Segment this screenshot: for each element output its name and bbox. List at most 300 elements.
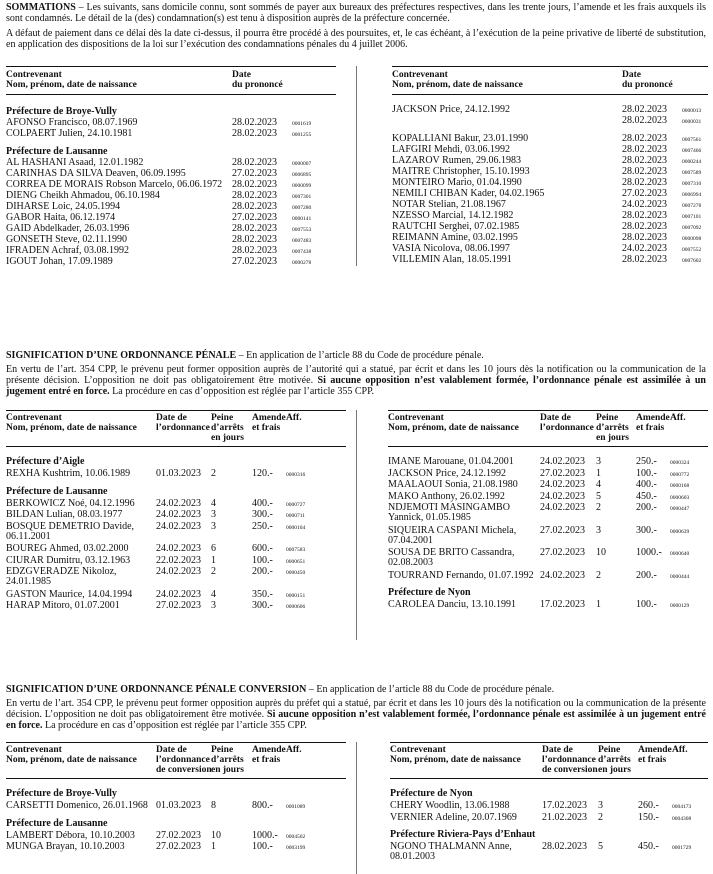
table-head-rule (6, 446, 346, 447)
col-contrevenant: Contrevenant (392, 70, 448, 80)
column-divider (356, 66, 357, 266)
affaire-number: 0001089 (286, 804, 306, 810)
contrevenant-name: MAKO Anthony, 26.02.1992 (388, 490, 505, 502)
date-ordonnance: 24.02.2023 (156, 497, 201, 509)
prefecture-heading: Préfecture Riviera-Pays d’Enhaut (390, 829, 536, 840)
affaire-number: 0000007 (292, 161, 312, 167)
peine-jours: 6 (211, 543, 216, 554)
table-row (388, 468, 708, 479)
table-row (392, 155, 708, 166)
amende-frais: 1000.- (252, 829, 278, 841)
peine-jours: 10 (211, 829, 221, 841)
ordonnance-text (6, 364, 706, 397)
date-ordonnance: 24.02.2023 (156, 543, 201, 554)
affaire-number: 0000168 (670, 483, 690, 489)
table-top-rule (388, 410, 708, 411)
amende-frais: 100.- (636, 467, 657, 479)
col-peine-jours: en jours (211, 765, 244, 775)
prefecture-heading: Préfecture de Lausanne (6, 817, 108, 829)
table-row (6, 256, 336, 267)
contrevenant-name: BILDAN Lulian, 08.03.1977 (6, 509, 123, 520)
sommations-intro (6, 2, 706, 24)
conversion-title-rest: – En application de l’article 88 du Code de procédure pénale. (306, 684, 555, 695)
col-nom: Nom, prénom, date de naissance (390, 755, 521, 765)
contrevenant-name: AFONSO Francisco, 08.07.1969 (6, 117, 138, 128)
date-prononce: 28.02.2023 (622, 104, 667, 115)
affaire-number: 0004502 (286, 833, 306, 840)
table-row (390, 800, 708, 811)
contrevenant-name: JACKSON Price, 24.12.1992 (392, 104, 511, 115)
amende-frais: 200.- (252, 566, 273, 577)
table-head-rule (392, 94, 708, 95)
contrevenant-name-cont: 08.01.2003 (390, 851, 435, 862)
col-date-ordonnance: l’ordonnance (542, 755, 596, 765)
amende-frais: 250.- (636, 456, 657, 467)
col-contrevenant: Contrevenant (6, 745, 62, 755)
affaire-number: 0000606 (286, 604, 306, 610)
contrevenant-name: VASIA Nicolova, 08.06.1997 (392, 243, 510, 254)
peine-jours: 8 (211, 800, 216, 811)
date-ordonnance: 24.02.2023 (156, 588, 201, 600)
affaire-number: 0000727 (286, 501, 306, 508)
peine-jours: 1 (211, 554, 216, 566)
contrevenant-name: TOURRAND Fernando, 01.07.1992 (388, 569, 534, 581)
peine-jours: 4 (211, 497, 216, 509)
contrevenant-name: CARSETTI Domenico, 26.01.1968 (6, 800, 148, 811)
date-ordonnance: 24.02.2023 (540, 569, 585, 581)
col-date: Date de (156, 745, 187, 755)
date-ordonnance: 24.02.2023 (540, 479, 585, 490)
peine-jours: 1 (596, 599, 601, 610)
col-peine: Peine (598, 745, 621, 755)
table-top-rule (6, 66, 336, 67)
table-row (392, 177, 708, 188)
contrevenant-name: GASTON Maurice, 14.04.1994 (6, 588, 133, 600)
amende-frais: 400.- (252, 497, 273, 509)
table-row (392, 166, 708, 177)
table-row (388, 570, 708, 581)
amende-frais: 300.- (636, 524, 657, 536)
table-top-rule (6, 410, 346, 411)
contrevenant-name-cont: 07.04.2001 (388, 534, 433, 546)
contrevenant-name: REXHA Kushtrim, 10.06.1989 (6, 468, 131, 479)
col-date: Date (622, 70, 641, 80)
affaire-number: 0000324 (670, 460, 690, 466)
col-amende-frais: et frais (638, 755, 667, 765)
affaire-number: 0007466 (682, 148, 702, 154)
col-peine-arrets: d’arrêts (211, 755, 244, 765)
contrevenant-name: CARINHAS DA SILVA Deaven, 06.09.1995 (6, 168, 186, 179)
affaire-number: 0006895 (292, 172, 312, 178)
affaire-number: 0007483 (292, 238, 312, 244)
amende-frais: 120.- (252, 468, 273, 479)
amende-frais: 150.- (638, 811, 659, 823)
affaire-number: 0004173 (672, 804, 692, 810)
date-prononce: 27.02.2023 (622, 188, 667, 199)
table-row (6, 117, 336, 128)
prefecture-heading: Préfecture de Nyon (390, 788, 473, 799)
affaire-number: 0000244 (682, 159, 702, 165)
col-aff: Aff. (286, 413, 302, 423)
conversion-text-end: La procédure en cas d’opposition est réglée par l’article 355 CPP. (42, 720, 307, 731)
peine-jours: 4 (211, 588, 216, 600)
amende-frais: 450.- (638, 841, 659, 852)
ordonnance-title: SIGNIFICATION D’UNE ORDONNANCE PÉNALE (6, 350, 237, 361)
date-prononce: 28.02.2023 (232, 117, 277, 128)
table-row (6, 830, 346, 841)
peine-jours: 3 (211, 520, 216, 532)
table-row (392, 232, 708, 243)
table-row (388, 547, 708, 569)
table-row (6, 468, 346, 479)
amende-frais: 800.- (252, 800, 273, 811)
table-top-rule (390, 742, 708, 743)
col-contrevenant: Contrevenant (390, 745, 446, 755)
date-prononce: 28.02.2023 (232, 190, 277, 201)
contrevenant-name: EDZGVERADZE Nikoloz, (6, 566, 117, 577)
table-head-rule (390, 778, 708, 779)
col-date-ordonnance: l’ordonnance (156, 755, 210, 765)
peine-jours: 5 (596, 490, 601, 502)
col-date: Date de (542, 745, 573, 755)
table-row (6, 555, 346, 566)
contrevenant-name: SIQUEIRA CASPANI Michela, (388, 524, 517, 536)
contrevenant-name: CAROLEA Danciu, 13.10.1991 (388, 599, 517, 610)
table-row (392, 115, 708, 126)
date-ordonnance: 27.02.2023 (156, 600, 201, 611)
peine-jours: 3 (211, 509, 216, 520)
affaire-number: 0007092 (682, 225, 702, 231)
table-row (6, 600, 346, 611)
amende-frais: 1000.- (636, 547, 662, 558)
peine-jours: 2 (211, 566, 216, 577)
contrevenant-name: MUNGA Brayan, 10.10.2003 (6, 841, 125, 852)
affaire-number: 0007589 (682, 170, 702, 176)
ordonnance-text-bold: Si aucune opposition n’est valablement formée, l’ordonnance pénale est assimilée à un jugement entré en force. (6, 375, 706, 397)
contrevenant-name-cont: 06.11.2001 (6, 530, 51, 542)
col-peine: Peine (211, 745, 234, 755)
sommations-title: SOMMATIONS (6, 2, 76, 13)
affaire-number: 0000639 (670, 528, 690, 535)
affaire-number: 0000640 (670, 551, 690, 557)
table-row (392, 133, 708, 144)
col-peine-arrets: d’arrêts (211, 423, 244, 433)
table-top-rule (392, 66, 708, 67)
contrevenant-name: DIHARSE Loic, 24.05.1994 (6, 201, 121, 212)
date-ordonnance: 24.02.2023 (540, 490, 585, 502)
col-amende-frais: et frais (252, 423, 281, 433)
contrevenant-name: GABOR Haita, 06.12.1974 (6, 212, 116, 223)
sommations-text: – Les suivants, sans domicile connu, sont sommés de payer aux bureaux des préfectures respectives, dans les trente jours, l’amende et les frais auxquels ils sont condamnés. Le détail de la (des) condamnation(s) est tenu à disposition auprès de la préfecture concernée. (6, 2, 706, 24)
col-peine-arrets: d’arrêts (596, 423, 629, 433)
peine-jours: 10 (596, 547, 606, 558)
contrevenant-name: JACKSON Price, 24.12.1992 (388, 467, 507, 479)
date-ordonnance: 22.02.2023 (156, 554, 201, 566)
contrevenant-name: NOTAR Stelian, 21.08.1967 (392, 199, 506, 210)
prefecture-heading: Préfecture de Nyon (388, 587, 471, 598)
date-prononce: 28.02.2023 (232, 223, 277, 234)
affaire-number: 0000447 (670, 506, 690, 512)
date-prononce: 28.02.2023 (232, 201, 277, 212)
date-ordonnance: 01.03.2023 (156, 800, 201, 811)
table-row (6, 128, 336, 139)
ordonnance-text-plain: En vertu de l’art. 354 CPP, le prévenu peut former opposition auprès de l’autorité qui a statué, par écrit et dans les 10 jours dès la notification ou la communication de la présente décision. L’opposition ne doit pas obligatoirement être motivée. (6, 364, 706, 386)
table-row (6, 190, 336, 201)
amende-frais: 600.- (252, 543, 273, 554)
table-row (392, 144, 708, 155)
contrevenant-name: NZESSO Marcial, 14.12.1982 (392, 210, 514, 221)
table-row (6, 521, 346, 543)
col-aff: Aff. (670, 413, 686, 423)
contrevenant-name: HARAP Mitoro, 01.07.2001 (6, 600, 120, 611)
affaire-number: 0007561 (682, 137, 702, 143)
col-date-conversion: de conversion (156, 765, 212, 775)
prefecture-heading: Préfecture d’Aigle (6, 456, 85, 467)
col-nom: Nom, prénom, date de naissance (6, 755, 137, 765)
table-row (392, 254, 708, 265)
peine-jours: 1 (211, 841, 216, 852)
amende-frais: 400.- (636, 479, 657, 490)
contrevenant-name: BOSQUE DEMETRIO Davide, (6, 520, 135, 532)
contrevenant-name: NEMILI CHIBAN Kader, 04.02.1965 (392, 188, 545, 199)
col-amende: Amende (252, 745, 286, 755)
col-prononce: du prononcé (232, 80, 283, 90)
date-ordonnance: 01.03.2023 (156, 468, 201, 479)
peine-jours: 2 (596, 502, 601, 513)
affaire-number: 0007438 (292, 249, 312, 255)
contrevenant-name: BOUREG Ahmed, 03.02.2000 (6, 543, 129, 554)
date-prononce: 28.02.2023 (622, 166, 667, 177)
col-date-ordonnance: l’ordonnance (540, 423, 594, 433)
table-row (6, 509, 346, 520)
peine-jours: 3 (596, 524, 601, 536)
peine-jours: 3 (211, 600, 216, 611)
table-row (392, 104, 708, 115)
table-row (390, 841, 708, 863)
contrevenant-name: NGONO THALMANN Anne, (390, 841, 512, 852)
affaire-number: 0007280 (292, 205, 312, 211)
affaire-number: 0007310 (682, 181, 702, 187)
date-prononce: 28.02.2023 (622, 133, 667, 144)
amende-frais: 300.- (252, 509, 273, 520)
date-prononce: 28.02.2023 (232, 179, 277, 190)
date-prononce: 28.02.2023 (622, 115, 667, 126)
amende-frais: 250.- (252, 520, 273, 532)
ordonnance-title-rest: – En application de l’article 88 du Code de procédure pénale. (236, 350, 484, 361)
date-prononce: 27.02.2023 (232, 256, 277, 267)
contrevenant-name: AL HASHANI Asaad, 12.01.1982 (6, 157, 144, 168)
contrevenant-name-cont: 24.01.1985 (6, 576, 51, 587)
date-prononce: 28.02.2023 (622, 221, 667, 232)
col-date: Date de (540, 413, 571, 423)
column-divider (356, 742, 357, 874)
peine-jours: 3 (596, 456, 601, 467)
contrevenant-name: COLPAERT Julien, 24.10.1981 (6, 128, 133, 139)
table-head-rule (6, 94, 336, 95)
contrevenant-name: LAMBERT Débora, 10.10.2003 (6, 829, 135, 841)
col-date: Date (232, 70, 251, 80)
table-row (388, 599, 708, 610)
table-row (388, 479, 708, 490)
date-prononce: 28.02.2023 (232, 234, 277, 245)
affaire-number: 0000651 (286, 558, 306, 565)
table-row (6, 223, 336, 234)
col-aff: Aff. (672, 745, 688, 755)
table-row (6, 245, 336, 256)
affaire-number: 0000129 (670, 603, 690, 609)
affaire-number: 0007583 (286, 547, 306, 553)
contrevenant-name: MAALAOUI Sonia, 21.08.1980 (388, 479, 518, 490)
col-aff: Aff. (286, 745, 302, 755)
table-row (6, 543, 346, 554)
date-prononce: 24.02.2023 (622, 199, 667, 210)
col-peine-arrets: d’arrêts (598, 755, 631, 765)
table-head-rule (6, 778, 346, 779)
table-row (392, 210, 708, 221)
col-peine-jours: en jours (211, 433, 244, 443)
table-row (392, 221, 708, 232)
col-date-ordonnance: l’ordonnance (156, 423, 210, 433)
amende-frais: 200.- (636, 569, 657, 581)
peine-jours: 2 (596, 569, 601, 581)
contrevenant-name: IGOUT Johan, 17.09.1989 (6, 256, 113, 267)
contrevenant-name: MAITRE Christopher, 15.10.1993 (392, 166, 530, 177)
date-prononce: 27.02.2023 (232, 168, 277, 179)
affaire-number: 0000031 (682, 119, 702, 125)
date-prononce: 28.02.2023 (622, 144, 667, 155)
contrevenant-name: RAUTCHI Serghei, 07.02.1985 (392, 221, 520, 232)
affaire-number: 0007278 (682, 203, 702, 209)
date-prononce: 28.02.2023 (622, 155, 667, 166)
contrevenant-name: IMANE Marouane, 01.04.2001 (388, 456, 514, 467)
ordonnance-title-line (6, 350, 706, 361)
peine-jours: 4 (596, 479, 601, 490)
date-prononce: 24.02.2023 (622, 243, 667, 254)
date-ordonnance: 27.02.2023 (156, 841, 201, 852)
affaire-number: 0000316 (286, 472, 306, 478)
affaire-number: 0000278 (292, 260, 312, 266)
table-row (390, 812, 708, 823)
prefecture-heading: Préfecture de Lausanne (6, 146, 108, 157)
affaire-number: 0006994 (682, 192, 702, 198)
contrevenant-name: DIENG Cheikh Ahmadou, 06.10.1984 (6, 190, 160, 201)
contrevenant-name: LAFGIRI Mehdi, 03.06.1992 (392, 144, 511, 155)
date-prononce: 27.02.2023 (232, 212, 277, 223)
affaire-number: 0001729 (672, 845, 692, 851)
table-top-rule (6, 742, 346, 743)
peine-jours: 2 (211, 468, 216, 479)
contrevenant-name: MONTEIRO Mario, 01.04.1990 (392, 177, 522, 188)
col-peine-jours: en jours (596, 433, 629, 443)
affaire-number: 0000013 (682, 108, 702, 114)
contrevenant-name: KOPALLIANI Bakur, 23.01.1990 (392, 133, 529, 144)
date-ordonnance: 17.02.2023 (542, 800, 587, 811)
affaire-number: 0004308 (672, 815, 692, 822)
date-ordonnance: 24.02.2023 (156, 566, 201, 577)
conversion-text (6, 698, 706, 731)
date-prononce: 28.02.2023 (622, 210, 667, 221)
contrevenant-name: LAZAROV Rumen, 29.06.1983 (392, 155, 521, 166)
amende-frais: 260.- (638, 800, 659, 811)
date-ordonnance: 17.02.2023 (540, 599, 585, 610)
table-row (388, 456, 708, 467)
amende-frais: 200.- (636, 502, 657, 513)
col-peine: Peine (211, 413, 234, 423)
table-row (6, 800, 346, 811)
contrevenant-name-cont: Yannick, 01.05.1985 (388, 512, 471, 523)
affaire-number: 0000772 (670, 471, 690, 478)
contrevenant-name: REIMANN Amine, 03.02.1995 (392, 232, 518, 243)
affaire-number: 0000098 (682, 236, 702, 242)
col-amende: Amende (638, 745, 672, 755)
table-row (388, 491, 708, 502)
date-ordonnance: 27.02.2023 (156, 829, 201, 841)
table-row (6, 168, 336, 179)
contrevenant-name: GONSETH Steve, 02.11.1990 (6, 234, 128, 245)
table-row (6, 841, 346, 852)
date-ordonnance: 24.02.2023 (156, 520, 201, 532)
table-row (6, 589, 346, 600)
contrevenant-name-cont: 02.08.2003 (388, 557, 433, 568)
col-date: Date de (156, 413, 187, 423)
date-prononce: 28.02.2023 (232, 157, 277, 168)
date-ordonnance: 27.02.2023 (540, 524, 585, 536)
affaire-number: 0000104 (286, 524, 306, 531)
date-prononce: 28.02.2023 (232, 245, 277, 256)
col-prononce: du prononcé (622, 80, 673, 90)
col-peine: Peine (596, 413, 619, 423)
affaire-number: 0000444 (670, 573, 690, 580)
prefecture-heading: Préfecture de Broye-Vully (6, 106, 117, 117)
date-prononce: 28.02.2023 (622, 177, 667, 188)
col-contrevenant: Contrevenant (6, 413, 62, 423)
affaire-number: 0001255 (292, 132, 312, 138)
amende-frais: 100.- (252, 554, 273, 566)
table-row (6, 234, 336, 245)
ordonnance-text-end: La procédure en cas d’opposition est réglée par l’article 355 CPP. (109, 386, 375, 397)
table-row (6, 157, 336, 168)
affaire-number: 0000603 (670, 494, 690, 501)
sommations-text-2: A défaut de paiement dans ce délai dès la date ci-dessus, il pourra être procédé à des poursuites, et, le cas échéant, à l’exécution de la peine privative de liberté de substitution, en application des dispositions de la loi sur l’exécution des condamnations pénales du 4 juillet 2006. (6, 28, 706, 50)
date-prononce: 28.02.2023 (232, 128, 277, 139)
affaire-number: 0007101 (682, 214, 702, 220)
prefecture-heading: Préfecture de Broye-Vully (6, 788, 117, 799)
affaire-number: 0007552 (682, 247, 702, 253)
table-row (388, 525, 708, 547)
contrevenant-name: VILLEMIN Alan, 18.05.1991 (392, 254, 512, 265)
peine-jours: 5 (598, 841, 603, 852)
affaire-number: 0000711 (286, 513, 306, 519)
date-ordonnance: 21.02.2023 (542, 811, 587, 823)
table-row (6, 566, 346, 588)
date-ordonnance: 24.02.2023 (540, 502, 585, 513)
conversion-title: SIGNIFICATION D’UNE ORDONNANCE PÉNALE CONVERSION (6, 684, 307, 695)
col-contrevenant: Contrevenant (6, 70, 62, 80)
prefecture-heading: Préfecture de Lausanne (6, 485, 108, 497)
col-nom: Nom, prénom, date de naissance (388, 423, 519, 433)
table-row (6, 201, 336, 212)
affaire-number: 0007602 (682, 258, 702, 264)
amende-frais: 100.- (636, 599, 657, 610)
date-ordonnance: 27.02.2023 (540, 467, 585, 479)
contrevenant-name: CIURAR Dumitru, 03.12.1963 (6, 554, 131, 566)
amende-frais: 300.- (252, 600, 273, 611)
affaire-number: 0001619 (292, 121, 312, 127)
contrevenant-name: CORREA DE MORAIS Robson Marcelo, 06.06.1972 (6, 179, 223, 190)
affaire-number: 0000450 (286, 570, 306, 576)
col-amende-frais: et frais (636, 423, 665, 433)
contrevenant-name: NDJEMOTI MASINGAMBO (388, 502, 510, 513)
